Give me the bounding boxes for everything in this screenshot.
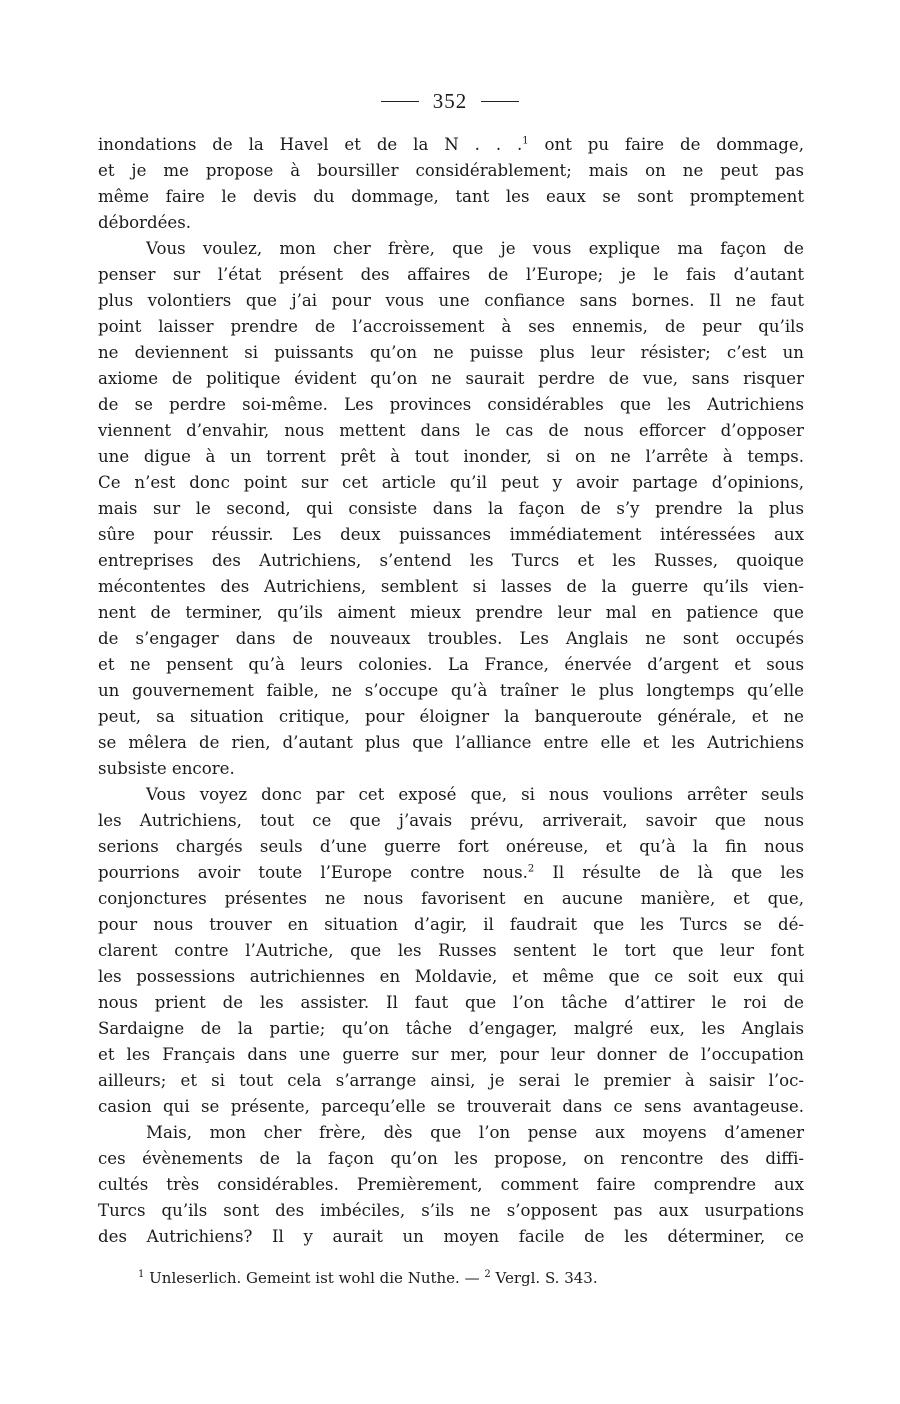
line-text: Turcs qu’ils sont des imbéciles, s’ils ne s’opposent pas aux usurpations	[98, 1201, 804, 1220]
line-text: même faire le devis du dommage, tant les eaux se sont promptement	[98, 187, 804, 206]
text-line	[98, 496, 804, 522]
line-text: plus volontiers que j’ai pour vous une confiance sans bornes. Il ne faut	[98, 291, 804, 310]
text-line	[98, 418, 804, 444]
line-text: les possessions autrichiennes en Moldavie, et même que ce soit eux qui	[98, 967, 804, 986]
text-line	[98, 886, 804, 912]
text-line	[98, 158, 804, 184]
line-text: penser sur l’état présent des affaires de l’Europe; je le fais d’autant	[98, 265, 804, 284]
line-text: une digue à un torrent prêt à tout inonder, si on ne l’arrête à temps.	[98, 447, 804, 466]
line-text: des Autrichiens? Il y aurait un moyen facile de les déterminer, ce	[98, 1227, 804, 1246]
text-line	[98, 1172, 804, 1198]
line-text: et je me propose à boursiller considérablement; mais on ne peut pas	[98, 161, 804, 180]
line-text: cultés très considérables. Premièrement, comment faire comprendre aux	[98, 1175, 804, 1194]
line-text: viennent d’envahir, nous mettent dans le cas de nous efforcer d’opposer	[98, 421, 804, 440]
text-line	[98, 1120, 804, 1146]
line-text: de se perdre soi-même. Les provinces considérables que les Autrichiens	[98, 395, 804, 414]
line-text: sûre pour réussir. Les deux puissances immédiatement intéressées aux	[98, 525, 804, 544]
text-line	[98, 1042, 804, 1068]
text-line	[98, 288, 804, 314]
text-line	[98, 1094, 804, 1120]
text-line	[98, 392, 804, 418]
text-line	[98, 366, 804, 392]
line-text: Vous voulez, mon cher frère, que je vous explique ma façon de	[146, 239, 804, 258]
line-text: un gouvernement faible, ne s’occupe qu’à traîner le plus longtemps qu’elle	[98, 681, 804, 700]
text-line	[98, 860, 804, 886]
line-text: Sardaigne de la partie; qu’on tâche d’engager, malgré eux, les Anglais	[98, 1019, 804, 1038]
line-text: les Autrichiens, tout ce que j’avais prévu, arriverait, savoir que nous	[98, 811, 804, 830]
footnote-mark-2: 2	[484, 1269, 491, 1280]
line-text: de s’engager dans de nouveaux troubles. Les Anglais ne sont occupés	[98, 629, 804, 648]
line-text: entreprises des Autrichiens, s’entend les Turcs et les Russes, quoique	[98, 551, 804, 570]
text-line	[98, 1224, 804, 1250]
text-line	[98, 704, 804, 730]
line-text: mais sur le second, qui consiste dans la façon de s’y prendre la plus	[98, 499, 804, 518]
text-line	[98, 938, 804, 964]
text-line	[98, 1198, 804, 1224]
text-line	[98, 444, 804, 470]
line-text: inondations de la Havel et de la N . . .	[98, 135, 523, 154]
footnote	[138, 1266, 598, 1290]
header-dash-left	[381, 101, 419, 102]
text-line	[98, 236, 804, 262]
page-number: 352	[432, 88, 468, 113]
text-line	[98, 964, 804, 990]
line-text: ailleurs; et si tout cela s’arrange ainsi, je serai le premier à saisir l’oc-	[98, 1071, 804, 1090]
line-text: pour nous trouver en situation d’agir, il faudrait que les Turcs se dé-	[98, 915, 804, 934]
text-line	[98, 990, 804, 1016]
text-line	[98, 912, 804, 938]
text-line	[98, 314, 804, 340]
text-line	[98, 652, 804, 678]
line-text: se mêlera de rien, d’autant plus que l’alliance entre elle et les Autrichiens	[98, 733, 804, 752]
text-line	[98, 782, 804, 808]
line-text: Mais, mon cher frère, dès que l’on pense aux moyens d’amener	[146, 1123, 804, 1142]
footnote-text-2: Vergl. S. 343.	[490, 1269, 598, 1287]
text-line	[98, 678, 804, 704]
footnote-mark-1: 1	[138, 1269, 145, 1280]
text-line	[98, 600, 804, 626]
text-line	[98, 184, 804, 210]
line-text: conjonctures présentes ne nous favorisent en aucune manière, et que,	[98, 889, 804, 908]
line-text: Vous voyez donc par cet exposé que, si nous voulions arrêter seuls	[146, 785, 804, 804]
line-text: et ne pensent qu’à leurs colonies. La France, énervée d’argent et sous	[98, 655, 804, 674]
text-line	[98, 470, 804, 496]
line-text: mécontentes des Autrichiens, semblent si lasses de la guerre qu’ils vien-	[98, 577, 804, 596]
text-line	[98, 210, 804, 236]
line-text: ne deviennent si puissants qu’on ne puisse plus leur résister; c’est un	[98, 343, 804, 362]
footnote-text-1: Unleserlich. Gemeint ist wohl die Nuthe. —	[144, 1269, 485, 1287]
text-line	[98, 1016, 804, 1042]
line-text-continued: ont pu faire de dommage,	[528, 135, 804, 154]
line-text: subsiste encore.	[98, 759, 235, 778]
body-text	[98, 132, 804, 1250]
header-dash-right	[481, 101, 519, 102]
line-text: nent de terminer, qu’ils aiment mieux prendre leur mal en patience que	[98, 603, 804, 622]
line-text: casion qui se présente, parcequ’elle se trouverait dans ce sens avantageuse.	[98, 1097, 804, 1116]
text-line	[98, 262, 804, 288]
line-text: clarent contre l’Autriche, que les Russes sentent le tort que leur font	[98, 941, 804, 960]
text-line	[98, 730, 804, 756]
line-text: nous prient de les assister. Il faut que l’on tâche d’attirer le roi de	[98, 993, 804, 1012]
text-line	[98, 522, 804, 548]
line-text: débordées.	[98, 213, 192, 232]
line-text: point laisser prendre de l’accroissement à ses ennemis, de peur qu’ils	[98, 317, 804, 336]
text-line	[98, 340, 804, 366]
text-line	[98, 548, 804, 574]
page-header	[0, 86, 900, 116]
line-text: et les Français dans une guerre sur mer, pour leur donner de l’occupation	[98, 1045, 804, 1064]
footnote-reference: 2	[527, 863, 535, 875]
line-text: pourrions avoir toute l’Europe contre nous.	[98, 863, 528, 882]
line-text: peut, sa situation critique, pour éloigner la banqueroute générale, et ne	[98, 707, 804, 726]
line-text: Ce n’est donc point sur cet article qu’il peut y avoir partage d’opinions,	[98, 473, 804, 492]
text-line	[98, 1146, 804, 1172]
line-text: ces évènements de la façon qu’on les propose, on rencontre des diffi-	[98, 1149, 804, 1168]
text-line	[98, 574, 804, 600]
text-line	[98, 132, 804, 158]
line-text-continued: Il résulte de là que les	[534, 863, 804, 882]
text-line	[98, 1068, 804, 1094]
text-line	[98, 834, 804, 860]
text-line	[98, 756, 804, 782]
line-text: axiome de politique évident qu’on ne saurait perdre de vue, sans risquer	[98, 369, 804, 388]
text-line	[98, 626, 804, 652]
footnote-reference: 1	[522, 135, 529, 147]
text-line	[98, 808, 804, 834]
line-text: serions chargés seuls d’une guerre fort onéreuse, et qu’à la fin nous	[98, 837, 804, 856]
